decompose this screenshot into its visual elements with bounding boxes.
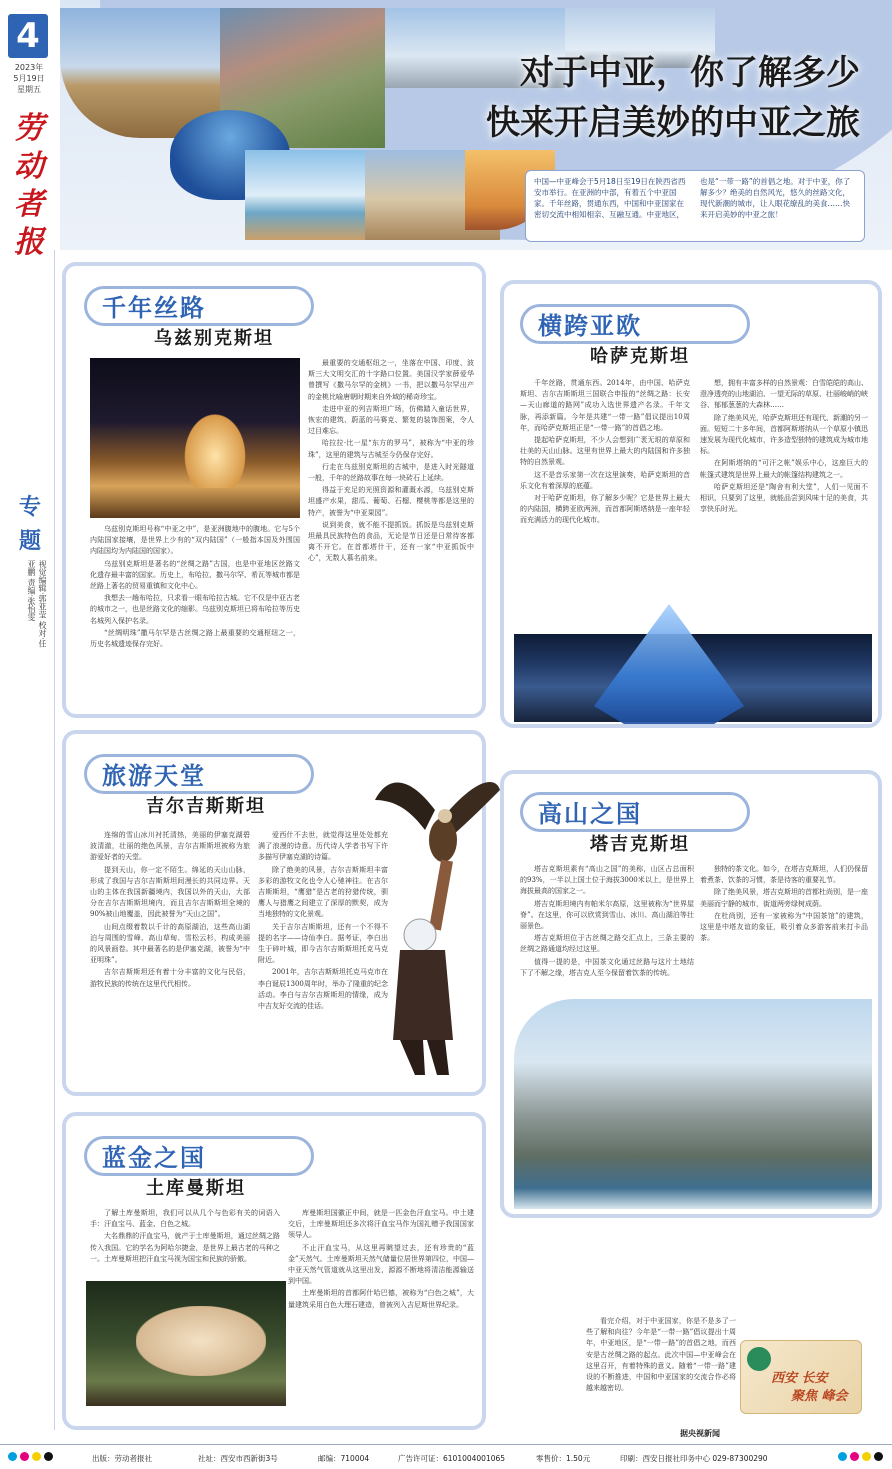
paragraph: 塔吉克斯坦素有“高山之国”的美称，山区占总面积的93%，一半以上国土位于海拔3000米以上，是世界上海拔最高的国家之一。	[520, 865, 694, 896]
paragraph: 我想去一趟布哈拉，只求看一眼布哈拉古城。它不仅是中亚古老的城市之一，也是丝路文化的缩影。乌兹别克斯坦已将布哈拉等历史名城列入保护名录。	[90, 594, 300, 625]
paragraph: 吉尔吉斯斯坦还有着十分丰富的文化与民俗，游牧民族的传统在这里代代相传。	[90, 968, 250, 988]
promo-line-2: 聚焦 峰会	[791, 1389, 848, 1404]
date-year: 2023年	[14, 63, 44, 72]
promo-line-1: 西安 长安	[771, 1371, 828, 1386]
paragraph: 乌兹别克斯坦号称“中亚之中”，是亚洲腹地中的腹地。它与5个内陆国家接壤，是世界上少有的“双内陆国”（一般指本国及外围国内陆国均为内陆国的国家）。	[90, 525, 300, 556]
paragraph: 大名鼎鼎的汗血宝马，就产于土库曼斯坦，通过丝绸之路传入我国。它的学名为阿哈尔捷金，是世界上最古老的马种之一。土库曼斯坦把汗血宝马视为国宝和民族的骄傲。	[90, 1232, 280, 1263]
paragraph: 提到天山，你一定不陌生。绵延的天山山脉，形成了我国与吉尔吉斯斯坦间漫长的共同边界。天山的主体在我国新疆境内，我国以外的天山，大部分在吉尔吉斯斯坦境内，而且吉尔吉斯斯坦全境的90%被山地覆盖，因此被誉为“天山之国”。	[90, 865, 250, 919]
footer-publisher: 出版：劳动者报社	[92, 1454, 152, 1463]
turkmenistan-panel	[62, 1112, 486, 1430]
paragraph: 塔吉克斯坦境内有帕米尔高原，这里被称为“世界屋脊”。在这里，你可以欣赏到雪山、冰川、高山湖泊等壮丽景色。	[520, 899, 694, 931]
paragraph: 山间点缀着数以千计的高原湖泊，这些高山湖泊与周围的雪峰、高山草甸、雪松云杉，构成美丽的风景画卷。其中最著名的是伊塞克湖，被誉为“中亚明珠”。	[90, 922, 250, 965]
page-headline	[360, 48, 860, 148]
paragraph: 除了绝美的风景，吉尔吉斯斯坦丰富多彩的游牧文化也令人心驰神往。在吉尔吉斯斯坦，“鹰猎”是古老的狩猎传统，驯鹰人与猎鹰之间建立了深厚的默契，成为当地独特的文化景观。	[258, 865, 388, 919]
kazakhstan-body-left	[520, 378, 690, 628]
section-title: 旅游天堂	[102, 761, 206, 790]
footer-address: 社址：西安市西新街3号	[198, 1454, 278, 1463]
section-title: 蓝金之国	[102, 1143, 206, 1172]
paragraph: 对于哈萨克斯坦，你了解多少呢？它是世界上最大的内陆国，横跨亚欧两洲，而首都阿斯塔纳是一座年轻而充满活力的现代化城市。	[520, 494, 690, 525]
footer-postcode: 邮编：710004	[318, 1454, 370, 1463]
horse-figure	[136, 1306, 266, 1376]
section-title: 高山之国	[538, 799, 642, 828]
section-subtitle: 吉尔吉斯斯坦	[146, 796, 266, 817]
paragraph: 想，拥有丰富多样的自然景观：白雪皑皑的高山、澄净透亮的山地湖泊、一望无际的草原、壮丽峻峭的峡谷、郁郁葱葱的大森林……	[700, 379, 868, 410]
paragraph: 在杜尚别，还有一家被称为“中国茶馆”的建筑，这里是中塔友谊的象征，吸引着众多游客前来打卡品茶。	[700, 911, 868, 943]
paragraph: 千年丝路，贯通东西。2014年，由中国、哈萨克斯坦、吉尔吉斯斯坦三国联合申报的“丝绸之路：长安—天山廊道的路网”成功入选世界遗产名录。千年文脉，再添新篇。今年是共建“一带一路”倡议提出10周年，而哈萨克斯坦正是“一带一路”的首倡之地。	[520, 379, 690, 432]
registration-dot	[862, 1452, 871, 1461]
editor-credits: 视觉编辑·郭亚莹 校对·任亚鹏 责编·张怡雯	[27, 560, 47, 648]
footer-price: 零售价：1.50元	[536, 1454, 591, 1463]
uzbekistan-body-right	[308, 358, 474, 704]
paragraph: 了解土库曼斯坦，我们可以从几个与色彩有关的词语入手：汗血宝马、蓝金、白色之城。	[90, 1209, 280, 1229]
registration-dot	[44, 1452, 53, 1461]
tajik-mountains-photo	[514, 999, 872, 1209]
section-subtitle: 塔吉克斯坦	[590, 834, 690, 855]
closing-text	[586, 1316, 736, 1426]
summit-emblem-icon	[747, 1347, 771, 1371]
weekday: 星期五	[17, 85, 41, 94]
paragraph: 哈拉拉·比一星“东方的罗马”，被称为“中亚的珍珠”，这里的建筑与古城至今仍保存完好。	[308, 439, 474, 459]
paragraph: 看完介绍，对于中亚国家，你是不是多了一些了解和向往？今年是“一带一路”倡议提出十周年，中亚地区，是“一带一路”的首倡之地，而西安是古丝绸之路的起点。此次中国—中亚峰会在这里召开，有着特殊的意义。随着“一带一路”建设的不断推进，中国和中亚国家的交流合作必将越来越密切。	[586, 1317, 736, 1393]
paragraph: 哈萨克斯坦还是“陶舍有利大堂”，人们一见面不相识，只要到了这里，就能品尝到风味十足的美食，共享快乐时光。	[700, 482, 868, 514]
turkmenistan-body-right	[288, 1208, 474, 1413]
color-registration-marks-left	[8, 1452, 53, 1461]
closing-source: 据央视新闻	[680, 1429, 720, 1438]
falconer-head	[404, 919, 436, 951]
registration-dot	[850, 1452, 859, 1461]
falconer-body	[393, 950, 453, 1040]
paragraph: 不止汗血宝马，从这里再眺望过去，还有珍贵的“蓝金”天然气。土库曼斯坦天然气储量位居世界第四位，中国—中亚天然气管道就从这里出发，源源不断地将清洁能源输送到中国。	[288, 1243, 474, 1286]
paragraph: 乌兹别克斯坦是著名的“丝绸之路”古国，也是中亚地区丝路文化遗存最丰富的国家。历史上，布哈拉、撒马尔罕、希瓦等城市都是丝路上著名的贸易重镇和文化中心。	[90, 559, 300, 591]
registration-dot	[874, 1452, 883, 1461]
falconer-illustration	[365, 770, 505, 1080]
astana-photo	[514, 634, 872, 722]
paragraph: 塔吉克斯坦位于古丝绸之路交汇点上，三条主要的丝绸之路通道均经过这里。	[520, 934, 694, 954]
paragraph: 得益于充足的光照资源和灌溉水源，乌兹别克斯坦盛产水果，甜瓜、葡萄、石榴、樱桃等都是这里的特产，被誉为“中亚果园”。	[308, 486, 474, 517]
tajikistan-panel	[500, 770, 882, 1218]
eagle-body	[429, 818, 457, 862]
akhal-teke-horse-photo	[86, 1281, 286, 1406]
footer-printer: 印刷：西安日报社印务中心 029-87300290	[620, 1454, 768, 1463]
paragraph: 2001年，吉尔吉斯斯坦托克马克市在李白诞辰1300周年时，举办了隆重的纪念活动。李白与吉尔吉斯斯坦的情缘，成为中吉友好交流的佳话。	[258, 968, 388, 1011]
eagle-wing-left	[375, 783, 435, 831]
paragraph: 爱西什不去世，就觉得这里处处都充满了浪漫的诗意。历代诗人学者书写下许多描写伊塞克湖的诗篇。	[258, 831, 388, 862]
intro-box: 中国—中亚峰会于5月18日至19日在陕西省西安市举行。在亚洲的中部，有着五个中亚国家。千年丝路，贯通东西，中国和中亚国家在密切交流中相知相亲、互融互通。中亚地区，也是“一带一路”的首倡之地。对于中亚，你了解多少？绝美的自然风光，悠久的丝路文化，现代新潮的城市，让人眼花缭乱的美食……快来开启美妙的中亚之旅！	[525, 170, 865, 242]
section-title: 千年丝路	[102, 293, 206, 322]
falconer-legs	[400, 1040, 449, 1075]
uzbekistan-panel	[62, 262, 486, 718]
paragraph: 行走在乌兹别克斯坦的古城中，是进入时光隧道一般，千年的丝路故事在每一块砖石上延续。	[308, 462, 474, 483]
page-footer	[0, 1444, 892, 1469]
kazakhstan-body-right	[700, 378, 868, 628]
arch-decoration	[180, 408, 250, 488]
rail-divider	[54, 250, 55, 1430]
issue-date	[4, 62, 54, 95]
paragraph: “丝绸明珠”撒马尔罕是古丝绸之路上最重要的交通枢纽之一，历史名城遗迹保存完好。	[90, 628, 300, 649]
footer-ad-license: 广告许可证：6101004001065	[398, 1454, 506, 1463]
tajikistan-body-right	[700, 864, 868, 994]
falconer-arm	[429, 859, 453, 930]
registration-dot	[838, 1452, 847, 1461]
section-subtitle: 土库曼斯坦	[146, 1178, 246, 1199]
registration-dot	[8, 1452, 17, 1461]
paragraph: 库曼斯坦国徽正中间，就是一匹金色汗血宝马。中土建交后，土库曼斯坦还多次将汗血宝马作为国礼赠予我国国家领导人。	[288, 1209, 474, 1240]
paragraph: 值得一提的是，中国茶文化通过丝路与这片土地结下了不解之缘，塔吉克人至今保留着饮茶的传统。	[520, 957, 694, 977]
summit-promo-logo	[740, 1340, 862, 1414]
eagle-head	[438, 809, 452, 823]
newspaper-masthead: 劳动者报	[14, 111, 44, 260]
section-title: 横跨亚欧	[538, 311, 642, 340]
paragraph: 提起哈萨克斯坦，不少人会想到广袤无垠的草原和壮美的天山山脉。这里有世界上最大的内陆国和许多独特的自然景观。	[520, 436, 690, 467]
uzbekistan-body-left	[90, 524, 300, 704]
kazakhstan-panel	[500, 280, 882, 728]
paragraph: 独特的茶文化。如今，在塔吉克斯坦，人们仍保留着煮茶、饮茶的习惯，茶是待客的重要礼节。	[700, 865, 868, 885]
section-tag: 专题	[18, 494, 41, 554]
registan-photo	[90, 358, 300, 518]
section-subtitle: 乌兹别克斯坦	[154, 328, 274, 349]
left-rail	[0, 0, 58, 1440]
page-number: 4	[8, 14, 48, 58]
paragraph: 连绵的雪山冰川衬托清热，美丽的伊塞克湖碧波清澈，壮丽的绝色风景，吉尔吉斯斯坦被称为旅游爱好者的天堂。	[90, 831, 250, 862]
mosque-photo	[245, 150, 365, 240]
registration-dot	[32, 1452, 41, 1461]
paragraph: 土库曼斯坦的首都阿什哈巴德，被称为“白色之城”，大量建筑采用白色大理石建造，曾被列入吉尼斯世界纪录。	[288, 1289, 474, 1309]
date-day: 5月19日	[13, 74, 45, 83]
paragraph: 最重要的交通枢纽之一，坐落在中国、印度、波斯三大文明交汇的十字路口位置。美国汉学家薛爱华曾撰写《撒马尔罕的金桃》一书，把以撒马尔罕出产的金桃比喻唐朝时期来自外域的稀奇珍宝。	[308, 359, 474, 401]
color-registration-marks-right	[838, 1452, 883, 1461]
paragraph: 走进中亚的列吉斯坦广场，仿佛踏入童话世界，恢宏的建筑、蔚蓝的马赛克、繁复的装饰图案，令人过目难忘。	[308, 404, 474, 436]
section-subtitle: 哈萨克斯坦	[590, 346, 690, 367]
paragraph: 除了绝美风光，哈萨克斯坦还有现代、新潮的另一面。短短二十多年间，首都阿斯塔纳从一个草原小镇迅速发展为现代化城市，许多造型独特的建筑成为城市地标。	[700, 413, 868, 456]
paragraph: 除了绝美风景，塔吉克斯坦的首都杜尚别，是一座美丽而宁静的城市，街道两旁绿树成荫。	[700, 888, 868, 908]
registration-dot	[20, 1452, 29, 1461]
headline-line-1: 对于中亚，你了解多少	[520, 53, 860, 93]
paragraph: 这不是音乐家第一次在这里演奏，哈萨克斯坦的音乐文化有着深厚的底蕴。	[520, 470, 690, 490]
paragraph: 关于吉尔吉斯斯坦，还有一个不得不提的名字——诗仙李白。据考证，李白出生于碎叶城，即今吉尔吉斯斯坦托克马克附近。	[258, 922, 388, 965]
turkmenistan-body-left	[90, 1208, 280, 1278]
paragraph: 在阿斯塔纳的“可汗之帐”娱乐中心，这座巨大的帐篷式建筑是世界上最大的帐篷结构建筑之一。	[700, 459, 868, 479]
headline-line-2: 快来开启美妙的中亚之旅	[486, 103, 860, 143]
paragraph: 说到美食，就不能不提抓饭。抓饭是乌兹别克斯坦最具民族特色的食品，无论是节日还是日常待客都离不开它。在首都塔什干，还有一家“中亚抓饭中心”，无数人慕名前来。	[308, 520, 474, 563]
kyrgyzstan-body-left	[90, 830, 250, 1080]
